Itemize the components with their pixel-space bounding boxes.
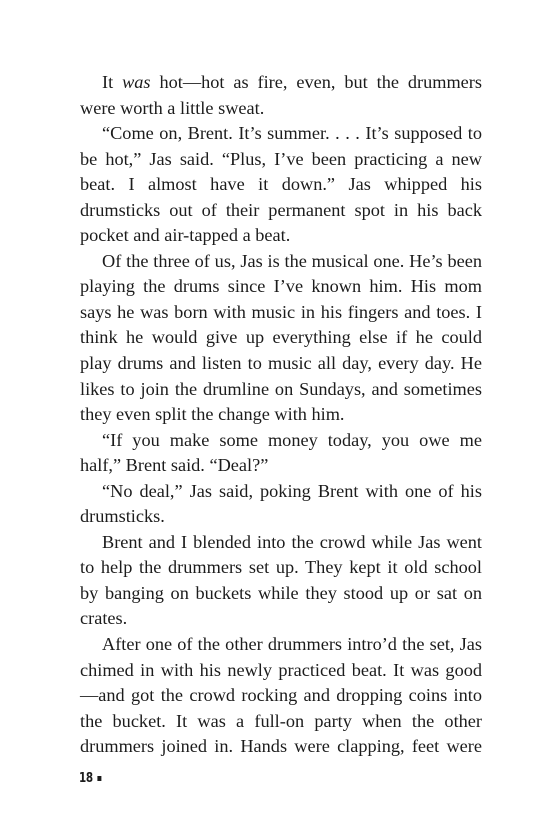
square-bullet-icon [97, 776, 101, 781]
paragraph-2: “Come on, Brent. It’s summer. . . . It’s supposed to be hot,” Jas said. “Plus, I’ve been practicing a new beat. I almost have it down.” Jas whipped his drumsticks out of their permanent spot in his back pocket and air-tapped a beat. [80, 123, 482, 246]
paragraph-7: After one of the other drummers intro’d the set, Jas chimed in with his newly practiced beat. It was good—and got the crowd rocking and dropping coins into the bucket. It was a full-on party when the other drummers joined in. Hands were clapping, feet were [80, 634, 482, 757]
paragraph-4: “If you make some money today, you owe me half,” Brent said. “Deal?” [80, 429, 482, 476]
page-number: 18 [79, 771, 93, 786]
paragraph-1 [80, 70, 482, 121]
page-footer [79, 771, 101, 786]
paragraph-3: Of the three of us, Jas is the musical one. He’s been playing the drums since I’ve known him. His mom says he was born with music in his fingers and toes. I think he would give up everything else if he could play drums and listen to music all day, every day. He likes to join the drumline on Sundays, and sometimes they even split the change with him. [80, 250, 482, 425]
paragraph-6: Brent and I blended into the crowd while Jas went to help the drummers set up. They kept it old school by banging on buckets while they stood up or sat on crates. [80, 531, 482, 629]
paragraph-1-emphasis: was [122, 72, 151, 92]
paragraph-1-pre: It [102, 72, 123, 92]
paragraph-1-post: hot—hot as fire, even, but the drummers were worth a little sweat. [80, 72, 482, 118]
paragraph-5: “No deal,” Jas said, poking Brent with one of his drumsticks. [80, 480, 482, 527]
page-body [80, 70, 482, 760]
